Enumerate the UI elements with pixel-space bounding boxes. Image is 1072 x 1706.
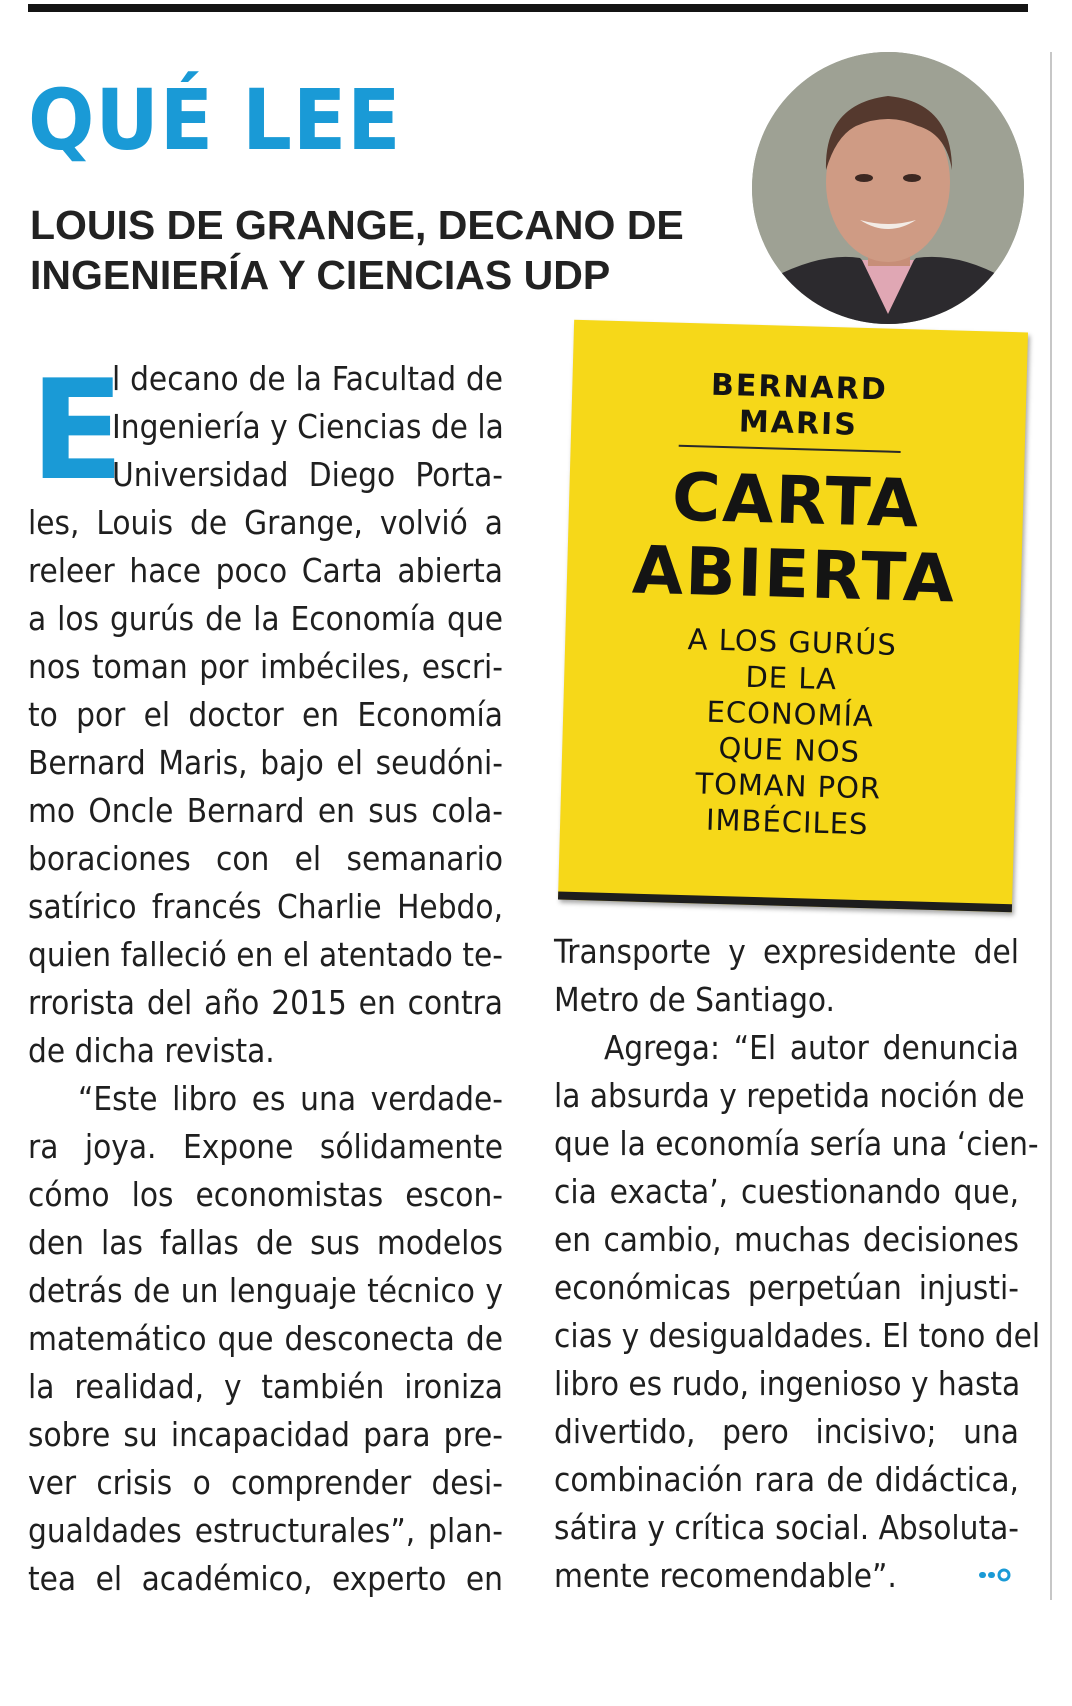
book-bottom-bar	[558, 892, 1012, 913]
text-line: que la economía sería una ‘cien-	[554, 1124, 1039, 1163]
text-line: les, Louis de Grange, volvió a	[28, 503, 503, 542]
text-line: l decano de la Facultad de	[112, 359, 503, 398]
text-line: sátira y crítica social. Absoluta-	[554, 1508, 1019, 1547]
book-divider	[679, 445, 901, 453]
article-column-left	[28, 350, 504, 1603]
text-line: cia exacta’, cuestionando que,	[554, 1172, 1019, 1211]
subtitle-line: INGENIERÍA Y CIENCIAS UDP	[30, 252, 611, 298]
text-line: “Este libro es una verdade-	[78, 1079, 503, 1118]
text-line: satírico francés Charlie Hebdo,	[28, 887, 503, 926]
book-subtitle	[560, 618, 1020, 847]
text-line: ra joya. Expone sólidamente	[28, 1127, 503, 1166]
text-line: mente recomendable”.	[554, 1556, 897, 1595]
text-line: to por el doctor en Economía	[28, 695, 503, 734]
book-author	[571, 364, 1027, 449]
text-line: Transporte y expresidente del	[554, 932, 1019, 971]
subtitle-line: LOUIS DE GRANGE, DECANO DE	[30, 202, 684, 248]
text-line: quien falleció en el atentado te-	[28, 935, 503, 974]
text-line: libro es rudo, ingenioso y hasta	[554, 1364, 1021, 1403]
top-rule	[28, 4, 1028, 12]
text-line: nos toman por imbéciles, escri-	[28, 647, 503, 686]
column-rule	[1050, 52, 1052, 1600]
author-portrait-photo	[752, 52, 1024, 324]
text-line: Bernard Maris, bajo el seudóni-	[28, 743, 503, 782]
text-line: rrorista del año 2015 en contra	[28, 983, 503, 1022]
text-line: tea el académico, experto en	[28, 1559, 503, 1598]
text-line: a los gurús de la Economía que	[28, 599, 503, 638]
book-subtitle-line: ECONOMÍA	[706, 694, 875, 734]
text-line: divertido, pero incisivo; una	[554, 1412, 1019, 1451]
book-subtitle-line: DE LA	[745, 659, 838, 697]
text-line: boraciones con el semanario	[28, 839, 503, 878]
book-subtitle-line: IMBÉCILES	[705, 802, 869, 842]
drop-cap: E	[30, 350, 125, 511]
text-line: Universidad Diego Porta-	[112, 455, 503, 494]
book-author-line: BERNARD	[710, 367, 889, 408]
text-line: en cambio, muchas decisiones	[554, 1220, 1019, 1259]
book-cover	[558, 320, 1028, 912]
book-subtitle-line: A LOS GURÚS	[687, 622, 898, 662]
text-line: Ingeniería y Ciencias de la	[112, 407, 504, 446]
article-column-right	[554, 928, 1041, 1600]
text-line: cias y desigualdades. El tono del	[554, 1316, 1041, 1355]
book-subtitle-line: TOMAN POR	[694, 766, 882, 806]
text-line: la realidad, y también ironiza	[28, 1367, 503, 1406]
article-subtitle	[30, 200, 730, 300]
book-author-line: MARIS	[738, 404, 859, 443]
text-line: Metro de Santiago.	[554, 980, 835, 1019]
text-line: matemático que desconecta de	[28, 1319, 503, 1358]
book-title-line: ABIERTA	[631, 531, 958, 618]
text-line: ver crisis o comprender desi-	[28, 1463, 503, 1502]
book-subtitle-line: QUE NOS	[718, 730, 861, 769]
text-line: la absurda y repetida noción de	[554, 1076, 1025, 1115]
text-line: sobre su incapacidad para pre-	[28, 1415, 503, 1454]
text-line: combinación rara de didáctica,	[554, 1460, 1019, 1499]
text-line: gualdades estructurales”, plan-	[28, 1511, 503, 1550]
text-line: mo Oncle Bernard en sus cola-	[28, 791, 503, 830]
text-line: Agrega: “El autor denuncia	[604, 1028, 1019, 1067]
text-line: cómo los economistas escon-	[28, 1175, 503, 1214]
end-of-article-icon	[978, 1566, 1012, 1584]
text-line: detrás de un lenguaje técnico y	[28, 1271, 503, 1310]
text-line: de dicha revista.	[28, 1031, 275, 1070]
book-title-line: CARTA	[671, 458, 922, 543]
text-line: económicas perpetúan injusti-	[554, 1268, 1019, 1307]
text-line: den las fallas de sus modelos	[28, 1223, 503, 1262]
text-line: releer hace poco Carta abierta	[28, 551, 503, 590]
book-title	[566, 458, 1024, 619]
section-title: QUÉ LEE	[28, 71, 402, 169]
